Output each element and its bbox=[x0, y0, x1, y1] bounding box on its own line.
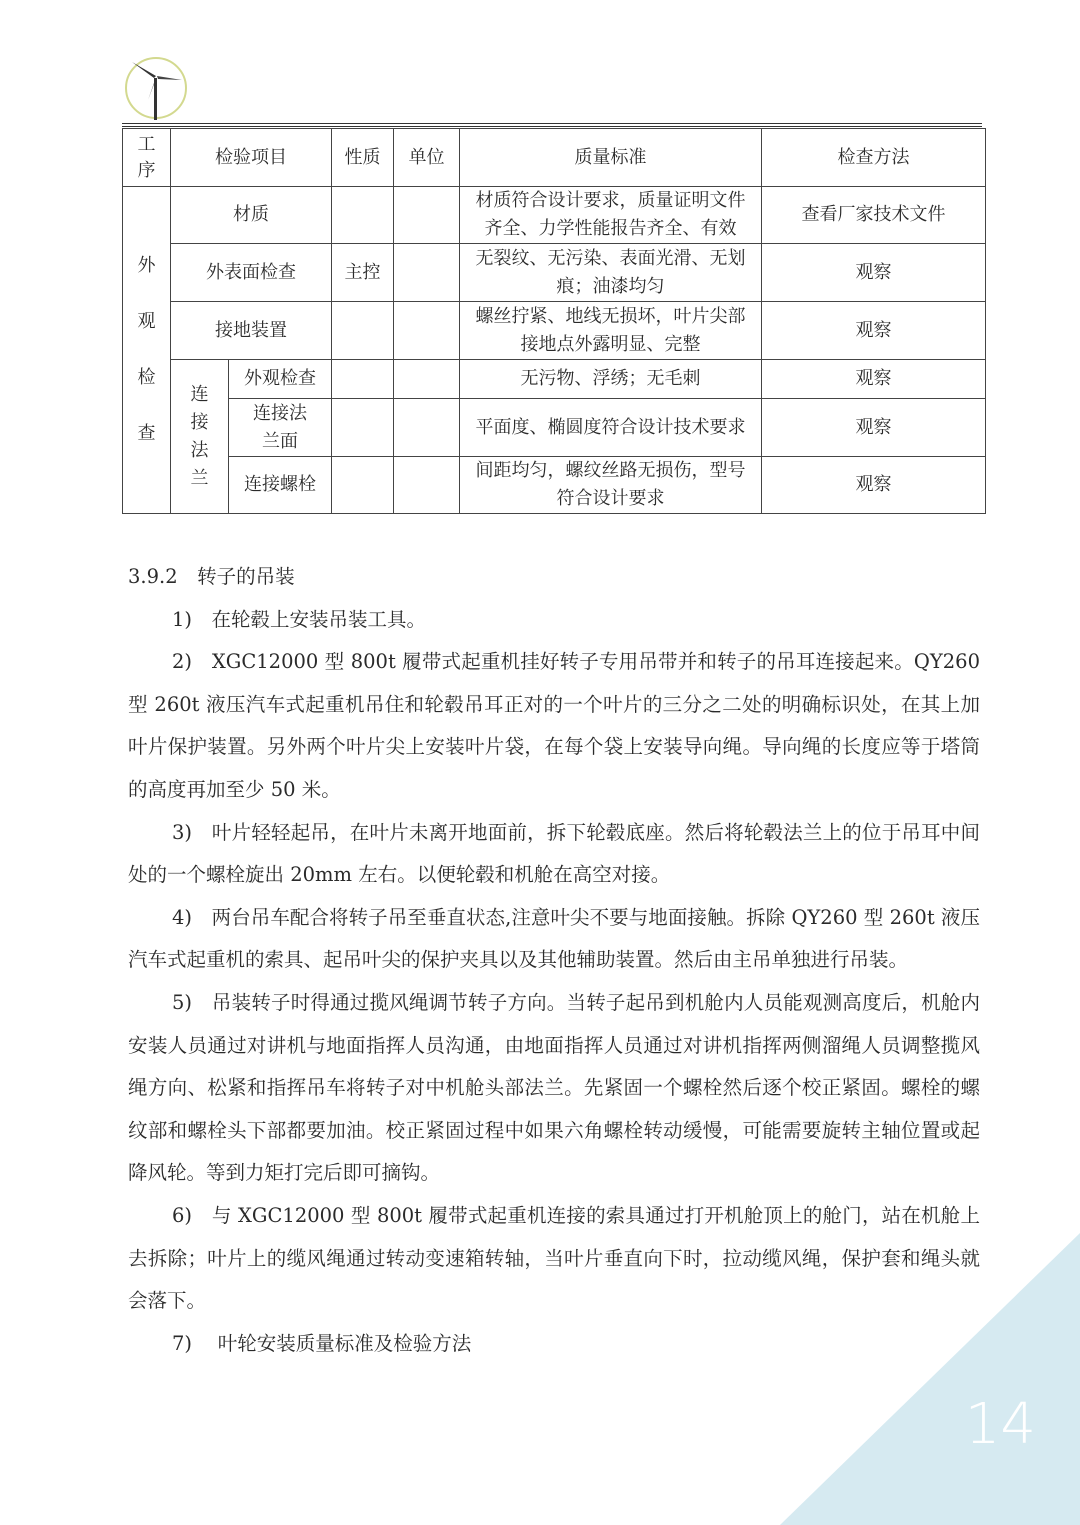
table-row bbox=[123, 399, 986, 457]
row-standard: 无裂纹、无污染、表面光滑、无划痕；油漆均匀 bbox=[460, 244, 762, 302]
row-method: 查看厂家技术文件 bbox=[762, 187, 986, 244]
row-method: 观察 bbox=[762, 360, 986, 399]
row-unit bbox=[394, 187, 460, 244]
row-standard: 间距均匀，螺纹丝路无损伤，型号符合设计要求 bbox=[460, 457, 762, 514]
paragraph: 3) 叶片轻轻起吊，在叶片未离开地面前，拆下轮毂底座。然后将轮毂法兰上的位于吊耳中间处的一个螺栓旋出 20mm 左右。以便轮毂和机舱在高空对接。 bbox=[128, 820, 980, 887]
table-header-row bbox=[123, 129, 986, 187]
row-item: 材质 bbox=[171, 187, 332, 244]
row-unit bbox=[394, 360, 460, 399]
header-item: 检验项目 bbox=[171, 129, 332, 187]
row-method: 观察 bbox=[762, 399, 986, 457]
row-nature bbox=[332, 302, 394, 360]
row-nature: 主控 bbox=[332, 244, 394, 302]
row-item: 外观检查 bbox=[229, 360, 332, 399]
header-unit: 单位 bbox=[394, 129, 460, 187]
row-standard: 材质符合设计要求，质量证明文件齐全、力学性能报告齐全、有效 bbox=[460, 187, 762, 244]
row-nature bbox=[332, 457, 394, 514]
header-nature: 性质 bbox=[332, 129, 394, 187]
row-nature bbox=[332, 360, 394, 399]
table-row bbox=[123, 244, 986, 302]
table-row bbox=[123, 457, 986, 514]
header-rule bbox=[122, 123, 982, 124]
inspection-table bbox=[122, 128, 986, 514]
row-standard: 无污物、浮绣；无毛刺 bbox=[460, 360, 762, 399]
wind-turbine-logo-icon bbox=[122, 52, 192, 122]
header-standard: 质量标准 bbox=[460, 129, 762, 187]
paragraph: 7) 叶轮安装质量标准及检验方法 bbox=[172, 1331, 472, 1355]
row-standard: 平面度、椭圆度符合设计技术要求 bbox=[460, 399, 762, 457]
row-nature bbox=[332, 399, 394, 457]
header-process: 工序 bbox=[123, 129, 171, 187]
row-item: 外表面检查 bbox=[171, 244, 332, 302]
row-unit bbox=[394, 457, 460, 514]
table-row bbox=[123, 360, 986, 399]
paragraph: 1) 在轮毂上安装吊装工具。 bbox=[172, 607, 427, 631]
paragraph: 4) 两台吊车配合将转子吊至垂直状态,注意叶尖不要与地面接触。拆除 QY260 型 260t 液压汽车式起重机的索具、起吊叶尖的保护夹具以及其他辅助装置。然后由主吊单独进行吊装。 bbox=[128, 905, 980, 972]
page-number: 14 bbox=[964, 1392, 1036, 1457]
paragraph: 2) XGC12000 型 800t 履带式起重机挂好转子专用吊带并和转子的吊耳连接起来。QY260 型 260t 液压汽车式起重机吊住和轮毂吊耳正对的一个叶片的三分之二处的明确标识处，在其上加叶片保护装置。另外两个叶片尖上安装叶片袋，在每个袋上安装导向绳。导向绳的长度应等于塔筒的高度再加至少 50 米。 bbox=[128, 650, 980, 801]
table-row bbox=[123, 187, 986, 244]
paragraph: 5) 吊装转子时得通过揽风绳调节转子方向。当转子起吊到机舱内人员能观测高度后，机舱内安装人员通过对讲机与地面指挥人员沟通，由地面指挥人员通过对讲机指挥两侧溜绳人员调整揽风绳方向、松紧和指挥吊车将转子对中机舱头部法兰。先紧固一个螺栓然后逐个校正紧固。螺栓的螺纹部和螺栓头下部都要加油。校正紧固过程中如果六角螺栓转动缓慢，可能需要旋转主轴位置或起降风轮。等到力矩打完后即可摘钩。 bbox=[128, 990, 980, 1185]
row-unit bbox=[394, 302, 460, 360]
table-row bbox=[123, 302, 986, 360]
row-unit bbox=[394, 244, 460, 302]
group-label-cell: 外观检查 bbox=[123, 187, 171, 514]
section-heading: 3.9.2 转子的吊装 bbox=[128, 565, 295, 588]
row-item: 连接法兰面 bbox=[229, 399, 332, 457]
row-method: 观察 bbox=[762, 244, 986, 302]
row-unit bbox=[394, 399, 460, 457]
row-method: 观察 bbox=[762, 457, 986, 514]
row-nature bbox=[332, 187, 394, 244]
row-item: 接地装置 bbox=[171, 302, 332, 360]
subgroup-label-cell: 连接法兰 bbox=[171, 360, 229, 514]
corner-triangle-decoration bbox=[780, 1233, 1080, 1525]
row-item: 连接螺栓 bbox=[229, 457, 332, 514]
row-method: 观察 bbox=[762, 302, 986, 360]
header-method: 检查方法 bbox=[762, 129, 986, 187]
paragraph: 6) 与 XGC12000 型 800t 履带式起重机连接的索具通过打开机舱顶上的舱门，站在机舱上去拆除；叶片上的缆风绳通过转动变速箱转轴，当叶片垂直向下时，拉动缆风绳，保护套和绳头就会落下。 bbox=[128, 1203, 980, 1313]
header-rule-thin bbox=[122, 126, 982, 127]
row-standard: 螺丝拧紧、地线无损坏，叶片尖部接地点外露明显、完整 bbox=[460, 302, 762, 360]
